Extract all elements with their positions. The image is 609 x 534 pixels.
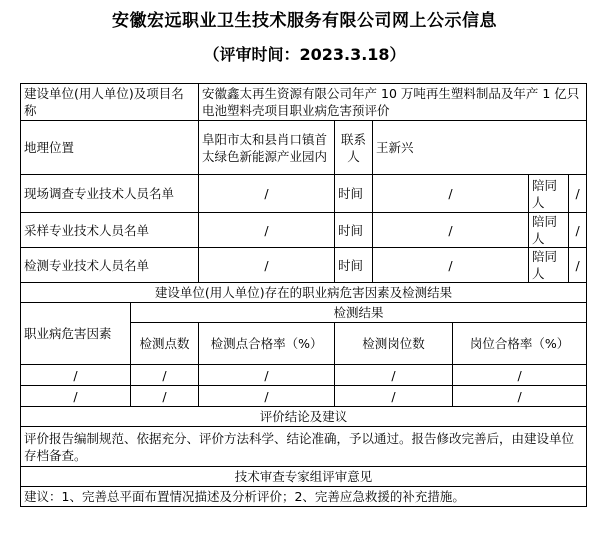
survey-value: / bbox=[199, 175, 335, 213]
testing-value: / bbox=[199, 248, 335, 283]
sampling-time-value: / bbox=[373, 213, 529, 248]
page-title: 安徽宏远职业卫生技术服务有限公司网上公示信息 bbox=[112, 11, 497, 31]
hazard-cell: / bbox=[131, 365, 199, 386]
unit-value: 安徽鑫太再生资源有限公司年产 10 万吨再生塑料制品及年产 1 亿只电池塑料壳项目职业病危害预评价 bbox=[199, 84, 587, 121]
sampling-escort-label: 陪同人 bbox=[529, 213, 569, 248]
testing-escort-label: 陪同人 bbox=[529, 248, 569, 283]
info-table bbox=[20, 83, 587, 507]
hazard-cell: / bbox=[199, 365, 335, 386]
testing-label: 检测专业技术人员名单 bbox=[21, 248, 199, 283]
col-posts: 检测岗位数 bbox=[335, 323, 453, 365]
hazard-cell: / bbox=[335, 365, 453, 386]
conclusion-text: 评价报告编制规范、依据充分、评价方法科学、结论准确，予以通过。报告修改完善后，由建设单位存档备查。 bbox=[21, 427, 587, 467]
col-point-rate: 检测点合格率（%） bbox=[199, 323, 335, 365]
sampling-time-label: 时间 bbox=[335, 213, 373, 248]
location-label: 地理位置 bbox=[21, 121, 199, 175]
survey-escort-value: / bbox=[569, 175, 587, 213]
table-row bbox=[21, 365, 587, 386]
hazards-section-title: 建设单位(用人单位)存在的职业病危害因素及检测结果 bbox=[21, 283, 587, 303]
hazard-cell: / bbox=[453, 365, 587, 386]
testing-time-value: / bbox=[373, 248, 529, 283]
survey-label: 现场调查专业技术人员名单 bbox=[21, 175, 199, 213]
hazard-cell: / bbox=[21, 365, 131, 386]
survey-escort-label: 陪同人 bbox=[529, 175, 569, 213]
survey-time-value: / bbox=[373, 175, 529, 213]
contact-value: 王新兴 bbox=[373, 121, 587, 175]
sampling-value: / bbox=[199, 213, 335, 248]
hazard-cell: / bbox=[453, 386, 587, 407]
review-text: 建议：1、完善总平面布置情况描述及分析评价；2、完善应急救援的补充措施。 bbox=[21, 487, 587, 507]
factor-label: 职业病危害因素 bbox=[21, 303, 131, 365]
sampling-escort-value: / bbox=[569, 213, 587, 248]
results-label: 检测结果 bbox=[131, 303, 587, 323]
conclusion-title: 评价结论及建议 bbox=[21, 407, 587, 427]
testing-time-label: 时间 bbox=[335, 248, 373, 283]
review-date: （评审时间：2023.3.18） bbox=[203, 45, 406, 64]
hazard-cell: / bbox=[21, 386, 131, 407]
unit-label: 建设单位(用人单位)及项目名称 bbox=[21, 84, 199, 121]
col-post-rate: 岗位合格率（%） bbox=[453, 323, 587, 365]
col-points: 检测点数 bbox=[131, 323, 199, 365]
table-row bbox=[21, 386, 587, 407]
contact-label: 联系人 bbox=[335, 121, 373, 175]
survey-time-label: 时间 bbox=[335, 175, 373, 213]
testing-escort-value: / bbox=[569, 248, 587, 283]
hazard-cell: / bbox=[131, 386, 199, 407]
sampling-label: 采样专业技术人员名单 bbox=[21, 213, 199, 248]
review-title: 技术审查专家组评审意见 bbox=[21, 467, 587, 487]
location-value: 阜阳市太和县肖口镇首太绿色新能源产业园内 bbox=[199, 121, 335, 175]
hazard-cell: / bbox=[199, 386, 335, 407]
hazard-cell: / bbox=[335, 386, 453, 407]
